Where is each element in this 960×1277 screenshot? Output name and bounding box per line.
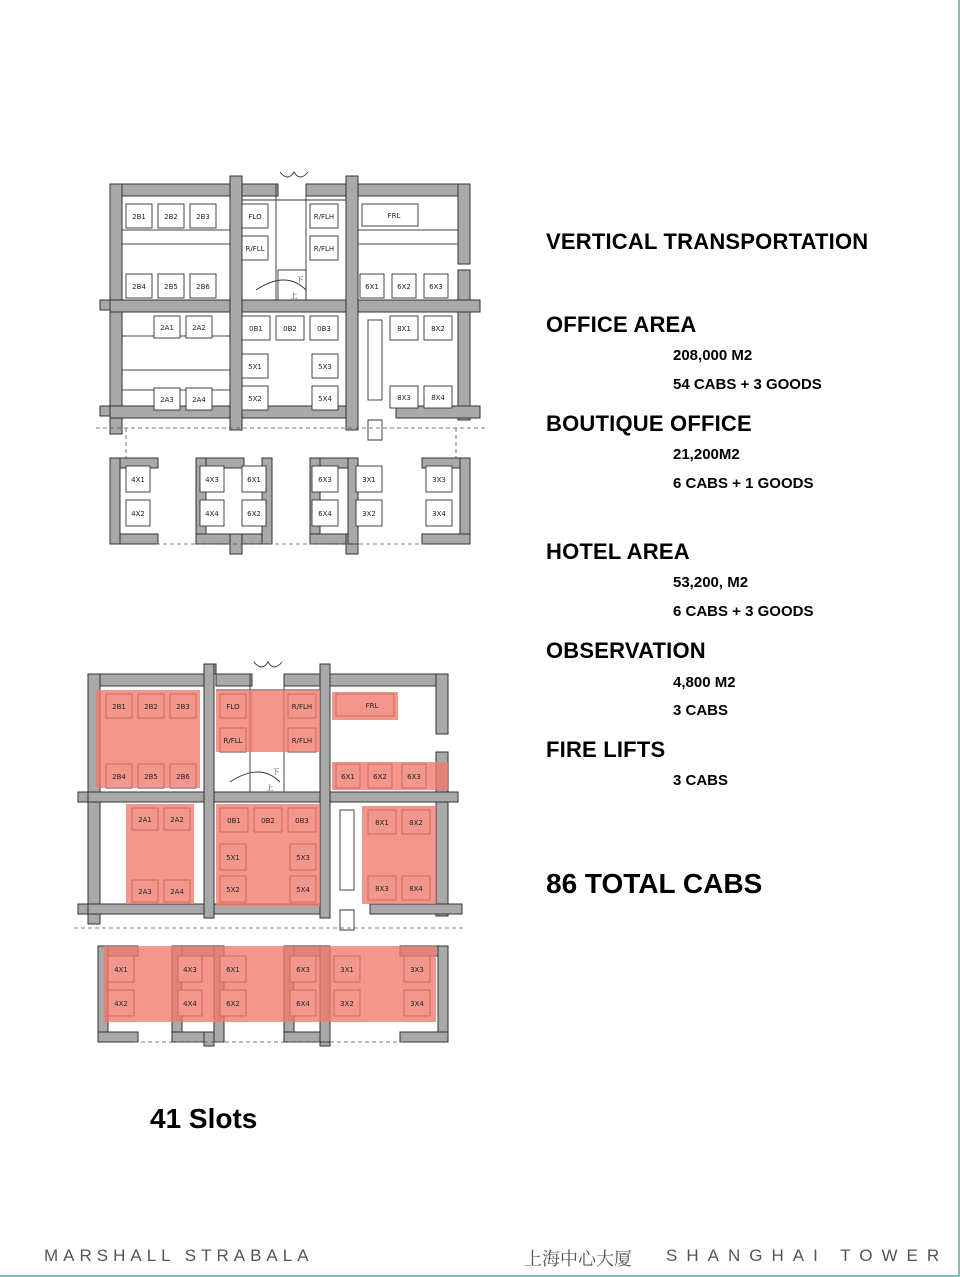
cab-label: 5X3 xyxy=(318,363,332,371)
stair-label: 上 xyxy=(266,784,274,792)
cab-label: FLO xyxy=(226,703,240,711)
stair-label: 下 xyxy=(272,768,280,776)
office-area-cabs: 54 CABS + 3 GOODS xyxy=(673,376,822,393)
cab-label: 2B2 xyxy=(144,703,158,711)
cab-label: FLO xyxy=(248,213,262,221)
cab-label: 0B2 xyxy=(261,817,275,825)
cab-label: 6X3 xyxy=(429,283,443,291)
cab-label: 2B1 xyxy=(132,213,146,221)
cab-label: 2B3 xyxy=(196,213,210,221)
boutique-office-m2: 21,200M2 xyxy=(673,446,740,463)
cab-label: 3X4 xyxy=(410,1000,424,1008)
heading-fire-lifts: FIRE LIFTS xyxy=(546,737,666,762)
cab-label: 2A4 xyxy=(192,396,206,404)
cab-label: R/FLL xyxy=(245,245,265,253)
office-area-m2: 208,000 M2 xyxy=(673,347,753,364)
cab-label: 0B3 xyxy=(317,325,331,333)
heading-observation: OBSERVATION xyxy=(546,638,706,663)
cab-label: R/FLL xyxy=(223,737,243,745)
cab-label: 0B2 xyxy=(283,325,297,333)
cab-label: 2A2 xyxy=(170,816,184,824)
floor-plan-bottom-svg xyxy=(74,660,464,1050)
cab-label: 2B4 xyxy=(132,283,146,291)
cab-label: 8X2 xyxy=(431,325,445,333)
cab-label: 2A3 xyxy=(138,888,152,896)
cab-label: 3X1 xyxy=(340,966,354,974)
cab-label: 2A3 xyxy=(160,396,174,404)
cab-label: 2A1 xyxy=(160,324,174,332)
cab-label: 2B4 xyxy=(112,773,126,781)
cab-label: 2A2 xyxy=(192,324,206,332)
floor-plan-top xyxy=(96,170,486,560)
footer-chinese-title: 上海中心大厦 xyxy=(524,1249,632,1270)
cab-label: 6X1 xyxy=(341,773,355,781)
cab-label: 5X4 xyxy=(296,886,310,894)
cab-label: 0B1 xyxy=(227,817,241,825)
hotel-area-m2: 53,200, M2 xyxy=(673,574,749,591)
heading-boutique-office: BOUTIQUE OFFICE xyxy=(546,411,752,436)
cab-label: 2A4 xyxy=(170,888,184,896)
cab-label: 5X1 xyxy=(226,854,240,862)
cab-label: 2B6 xyxy=(196,283,210,291)
cab-label: 6X3 xyxy=(318,476,332,484)
cab-label: 2B5 xyxy=(144,773,158,781)
cab-label: 2B5 xyxy=(164,283,178,291)
total-cabs: 86 TOTAL CABS xyxy=(546,868,763,899)
cab-label: 6X1 xyxy=(247,476,261,484)
cab-label: 5X2 xyxy=(226,886,240,894)
cab-label: 8X4 xyxy=(409,885,423,893)
cab-label: 4X2 xyxy=(114,1000,128,1008)
slot-highlight xyxy=(362,806,436,904)
slot-highlights xyxy=(96,690,448,1022)
cab-label: 3X2 xyxy=(340,1000,354,1008)
slots-label: 41 Slots xyxy=(150,1103,258,1134)
observation-m2: 4,800 M2 xyxy=(673,674,736,691)
cab-label: 2B1 xyxy=(112,703,126,711)
cab-label: R/FLH xyxy=(313,245,335,253)
cab-label: 2A1 xyxy=(138,816,152,824)
cab-label: 6X2 xyxy=(226,1000,240,1008)
floor-plan-bottom xyxy=(74,660,464,1050)
cab-label: 4X3 xyxy=(183,966,197,974)
cab-label: 2B6 xyxy=(176,773,190,781)
floor-plan-top-svg xyxy=(96,170,486,560)
cab-label: 3X4 xyxy=(432,510,446,518)
heading-hotel-area: HOTEL AREA xyxy=(546,539,690,564)
cab-label: 5X2 xyxy=(248,395,262,403)
cab-label: 4X3 xyxy=(205,476,219,484)
fire-lifts-cabs: 3 CABS xyxy=(673,772,729,789)
cab-label: 4X2 xyxy=(131,510,145,518)
cab-label: 4X1 xyxy=(131,476,145,484)
cab-label: 6X4 xyxy=(318,510,332,518)
cab-label: 4X1 xyxy=(114,966,128,974)
cab-label: 8X3 xyxy=(397,394,411,402)
hotel-area-cabs: 6 CABS + 3 GOODS xyxy=(673,603,814,620)
cab-label: 6X2 xyxy=(373,773,387,781)
cab-label: 6X2 xyxy=(397,283,411,291)
cab-label: 0B3 xyxy=(295,817,309,825)
cab-label: 6X4 xyxy=(296,1000,310,1008)
observation-cabs: 3 CABS xyxy=(673,702,729,719)
cab-label: 8X4 xyxy=(431,394,445,402)
cab-label: 6X3 xyxy=(296,966,310,974)
cab-label: 2B2 xyxy=(164,213,178,221)
footer-project: SHANGHAI TOWER xyxy=(666,1246,949,1265)
cab-label: 8X3 xyxy=(375,885,389,893)
cab-label: 6X3 xyxy=(407,773,421,781)
stair-label: 下 xyxy=(296,276,304,284)
slot-highlight xyxy=(104,946,436,1022)
cab-label: R/FLH xyxy=(291,737,313,745)
cab-label: 0B1 xyxy=(249,325,263,333)
cab-label: 5X3 xyxy=(296,854,310,862)
cab-label: 5X1 xyxy=(248,363,262,371)
cab-label: 3X2 xyxy=(362,510,376,518)
cab-label: 2B3 xyxy=(176,703,190,711)
boutique-office-cabs: 6 CABS + 1 GOODS xyxy=(673,475,814,492)
cab-label: R/FLH xyxy=(313,213,335,221)
cab-label: 6X1 xyxy=(226,966,240,974)
cab-label: 3X3 xyxy=(432,476,446,484)
cab-label: 8X1 xyxy=(397,325,411,333)
cab-label: 6X1 xyxy=(365,283,379,291)
footer-credit: MARSHALL STRABALA xyxy=(44,1246,314,1265)
heading-vertical-transportation: VERTICAL TRANSPORTATION xyxy=(546,229,869,254)
cab-label: 8X2 xyxy=(409,819,423,827)
cab-label: 6X2 xyxy=(247,510,261,518)
cab-label: 8X1 xyxy=(375,819,389,827)
cab-label: 4X4 xyxy=(205,510,219,518)
cab-label: FRL xyxy=(387,212,401,220)
cab-label: R/FLH xyxy=(291,703,313,711)
cab-label: 3X1 xyxy=(362,476,376,484)
cab-label: 4X4 xyxy=(183,1000,197,1008)
cab-label: 5X4 xyxy=(318,395,332,403)
cab-label: 3X3 xyxy=(410,966,424,974)
slot-highlight xyxy=(250,690,284,752)
cab-label: FRL xyxy=(365,702,379,710)
stair-label: 上 xyxy=(290,292,298,300)
heading-office-area: OFFICE AREA xyxy=(546,312,697,337)
